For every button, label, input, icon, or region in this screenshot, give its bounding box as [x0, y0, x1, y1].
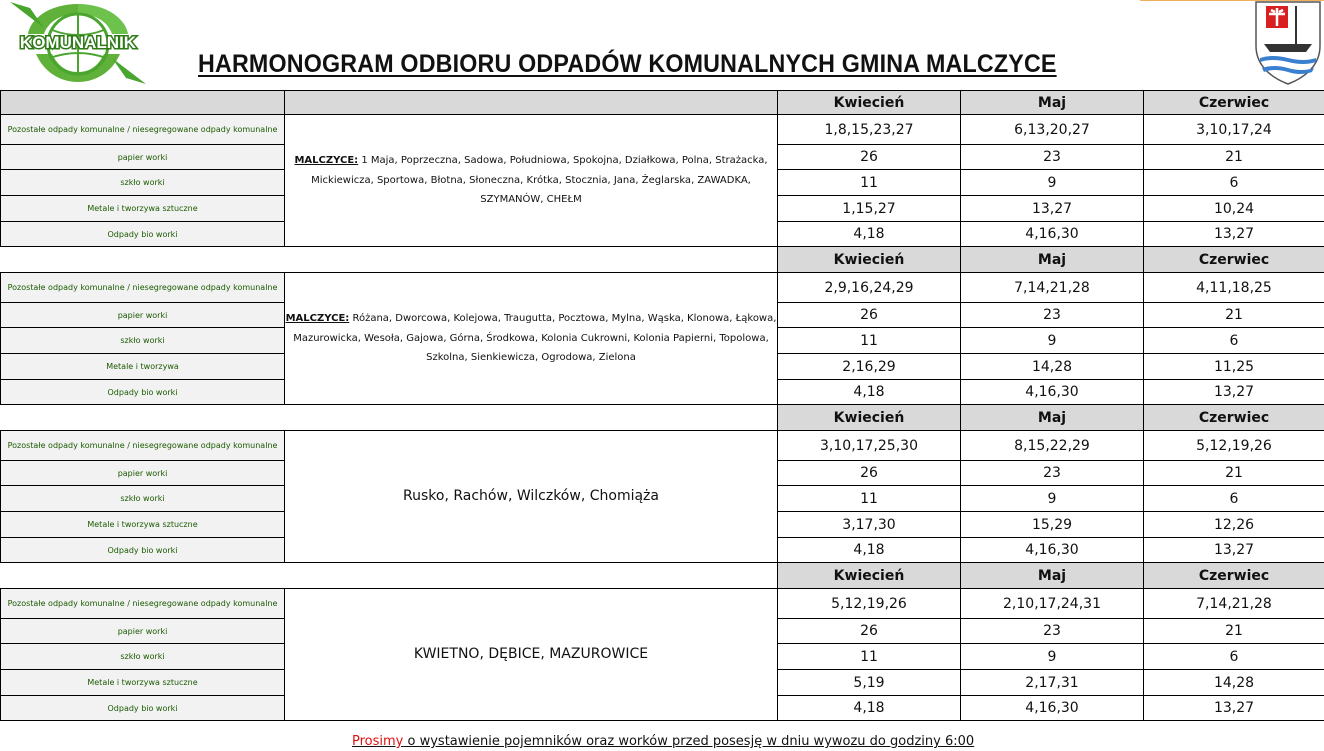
- month-header-row: [1, 247, 1324, 273]
- collection-dates: 4,16,30: [961, 538, 1144, 563]
- collection-dates: 3,10,17,25,30: [778, 431, 961, 461]
- waste-type-label: szkło worki: [1, 170, 285, 196]
- collection-dates: 13,27: [961, 196, 1144, 222]
- waste-type-label: papier worki: [1, 303, 285, 328]
- collection-dates: 14,28: [1144, 670, 1324, 696]
- waste-type-label: Odpady bio worki: [1, 538, 285, 563]
- area-cell: [285, 431, 778, 563]
- area-cell: [285, 273, 778, 405]
- collection-dates: 9: [961, 328, 1144, 354]
- table-row: [1, 273, 1324, 303]
- area-streets: 1 Maja, Poprzeczna, Sadowa, Południowa, Spokojna, Działkowa, Polna, Strażacka, Mickiewicza, Sportowa, Błotna, Słoneczna, Krótka, Stocznia, Jana, Żeglarska, ZAWADKA, SZYMANÓW, CHEŁM: [311, 155, 768, 206]
- waste-type-label: papier worki: [1, 145, 285, 170]
- month-header: Czerwiec: [1144, 563, 1324, 589]
- month-header-row: [1, 91, 1324, 115]
- collection-dates: 8,15,22,29: [961, 431, 1144, 461]
- waste-type-label: papier worki: [1, 619, 285, 644]
- collection-dates: 1,15,27: [778, 196, 961, 222]
- malczyce-coat-of-arms-icon: [1252, 0, 1324, 86]
- collection-dates: 9: [961, 644, 1144, 670]
- collection-dates: 4,18: [778, 380, 961, 405]
- collection-dates: 2,17,31: [961, 670, 1144, 696]
- month-header: Czerwiec: [1144, 405, 1324, 431]
- header-blank-cell: [1, 91, 285, 115]
- collection-dates: 6: [1144, 486, 1324, 512]
- logo-text: KOMUNALNIK: [19, 33, 137, 52]
- month-header-row: [1, 405, 1324, 431]
- month-header-row: [1, 563, 1324, 589]
- waste-type-label: Odpady bio worki: [1, 380, 285, 405]
- table-row: [1, 589, 1324, 619]
- waste-type-label: papier worki: [1, 461, 285, 486]
- collection-dates: 3,17,30: [778, 512, 961, 538]
- collection-dates: 21: [1144, 145, 1324, 170]
- month-header: Maj: [961, 405, 1144, 431]
- collection-dates: 1,8,15,23,27: [778, 115, 961, 145]
- collection-dates: 9: [961, 486, 1144, 512]
- waste-type-label: szkło worki: [1, 486, 285, 512]
- waste-type-label: Metale i tworzywa sztuczne: [1, 670, 285, 696]
- month-header: Kwiecień: [778, 91, 961, 115]
- footer-highlight: Prosimy: [352, 734, 404, 749]
- collection-dates: 2,9,16,24,29: [778, 273, 961, 303]
- section-gap-cell: [1, 563, 778, 589]
- collection-dates: 4,18: [778, 222, 961, 247]
- table-row: [1, 115, 1324, 145]
- collection-dates: 11: [778, 170, 961, 196]
- waste-type-label: Odpady bio worki: [1, 696, 285, 721]
- waste-type-label: Metale i tworzywa sztuczne: [1, 196, 285, 222]
- collection-dates: 26: [778, 619, 961, 644]
- collection-dates: 23: [961, 145, 1144, 170]
- month-header: Maj: [961, 91, 1144, 115]
- collection-dates: 21: [1144, 619, 1324, 644]
- month-header: Czerwiec: [1144, 91, 1324, 115]
- area-cell: [285, 115, 778, 247]
- collection-dates: 13,27: [1144, 380, 1324, 405]
- collection-dates: 4,16,30: [961, 380, 1144, 405]
- collection-dates: 11: [778, 486, 961, 512]
- area-streets: KWIETNO, DĘBICE, MAZUROWICE: [413, 645, 649, 662]
- collection-dates: 26: [778, 145, 961, 170]
- collection-dates: 11: [778, 328, 961, 354]
- waste-type-label: Pozostałe odpady komunalne / niesegregowane odpady komunalne: [1, 273, 285, 303]
- header-blank-cell: [285, 91, 778, 115]
- waste-type-label: Metale i tworzywa: [1, 354, 285, 380]
- collection-dates: 5,12,19,26: [1144, 431, 1324, 461]
- month-header: Czerwiec: [1144, 247, 1324, 273]
- collection-dates: 21: [1144, 303, 1324, 328]
- waste-type-label: Pozostałe odpady komunalne / niesegregowane odpady komunalne: [1, 115, 285, 145]
- page-title: HARMONOGRAM ODBIORU ODPADÓW KOMUNALNYCH GMINA MALCZYCE: [198, 50, 1057, 78]
- collection-dates: 23: [961, 461, 1144, 486]
- collection-dates: 7,14,21,28: [961, 273, 1144, 303]
- month-header: Maj: [961, 247, 1144, 273]
- area-streets: Różana, Dworcowa, Kolejowa, Traugutta, Pocztowa, Mylna, Wąska, Klonowa, Łąkowa, Mazurowicka, Wesoła, Gajowa, Górna, Środkowa, Kolonia Cukrowni, Kolonia Papierni, Topolowa, Szkolna, Sienkiewicza, Ogrodowa, Zielona: [293, 313, 777, 364]
- section-gap-cell: [1, 247, 778, 273]
- collection-dates: 26: [778, 461, 961, 486]
- collection-dates: 6,13,20,27: [961, 115, 1144, 145]
- waste-type-label: Odpady bio worki: [1, 222, 285, 247]
- footer-text: o wystawienie pojemników oraz worków przed posesję w dniu wywozu do godziny 6:00: [403, 734, 975, 749]
- collection-dates: 4,18: [778, 538, 961, 563]
- collection-dates: 15,29: [961, 512, 1144, 538]
- area-city-prefix: MALCZYCE:: [285, 313, 350, 325]
- waste-type-label: Metale i tworzywa sztuczne: [1, 512, 285, 538]
- collection-dates: 13,27: [1144, 222, 1324, 247]
- collection-dates: 23: [961, 303, 1144, 328]
- area-cell: [285, 589, 778, 721]
- collection-dates: 11,25: [1144, 354, 1324, 380]
- section-gap-cell: [1, 405, 778, 431]
- collection-dates: 2,10,17,24,31: [961, 589, 1144, 619]
- collection-dates: 12,26: [1144, 512, 1324, 538]
- collection-dates: 3,10,17,24: [1144, 115, 1324, 145]
- collection-dates: 13,27: [1144, 696, 1324, 721]
- month-header: Maj: [961, 563, 1144, 589]
- table-row: [1, 431, 1324, 461]
- collection-dates: 6: [1144, 328, 1324, 354]
- collection-dates: 6: [1144, 170, 1324, 196]
- collection-dates: 6: [1144, 644, 1324, 670]
- collection-dates: 23: [961, 619, 1144, 644]
- waste-type-label: szkło worki: [1, 328, 285, 354]
- waste-type-label: szkło worki: [1, 644, 285, 670]
- collection-dates: 4,11,18,25: [1144, 273, 1324, 303]
- collection-dates: 4,16,30: [961, 222, 1144, 247]
- collection-dates: 7,14,21,28: [1144, 589, 1324, 619]
- collection-dates: 5,19: [778, 670, 961, 696]
- collection-dates: 2,16,29: [778, 354, 961, 380]
- collection-dates: 21: [1144, 461, 1324, 486]
- collection-dates: 4,16,30: [961, 696, 1144, 721]
- collection-dates: 5,12,19,26: [778, 589, 961, 619]
- month-header: Kwiecień: [778, 405, 961, 431]
- collection-dates: 10,24: [1144, 196, 1324, 222]
- month-header: Kwiecień: [778, 247, 961, 273]
- collection-schedule-table: [0, 90, 1324, 721]
- komunalnik-logo: [0, 0, 156, 86]
- collection-dates: 13,27: [1144, 538, 1324, 563]
- collection-dates: 14,28: [961, 354, 1144, 380]
- area-streets: Rusko, Rachów, Wilczków, Chomiąża: [403, 487, 659, 504]
- area-city-prefix: MALCZYCE:: [294, 155, 359, 167]
- collection-dates: 26: [778, 303, 961, 328]
- month-header: Kwiecień: [778, 563, 961, 589]
- collection-dates: 4,18: [778, 696, 961, 721]
- waste-type-label: Pozostałe odpady komunalne / niesegregowane odpady komunalne: [1, 589, 285, 619]
- footer-note: [352, 734, 974, 749]
- collection-dates: 11: [778, 644, 961, 670]
- waste-type-label: Pozostałe odpady komunalne / niesegregowane odpady komunalne: [1, 431, 285, 461]
- collection-dates: 9: [961, 170, 1144, 196]
